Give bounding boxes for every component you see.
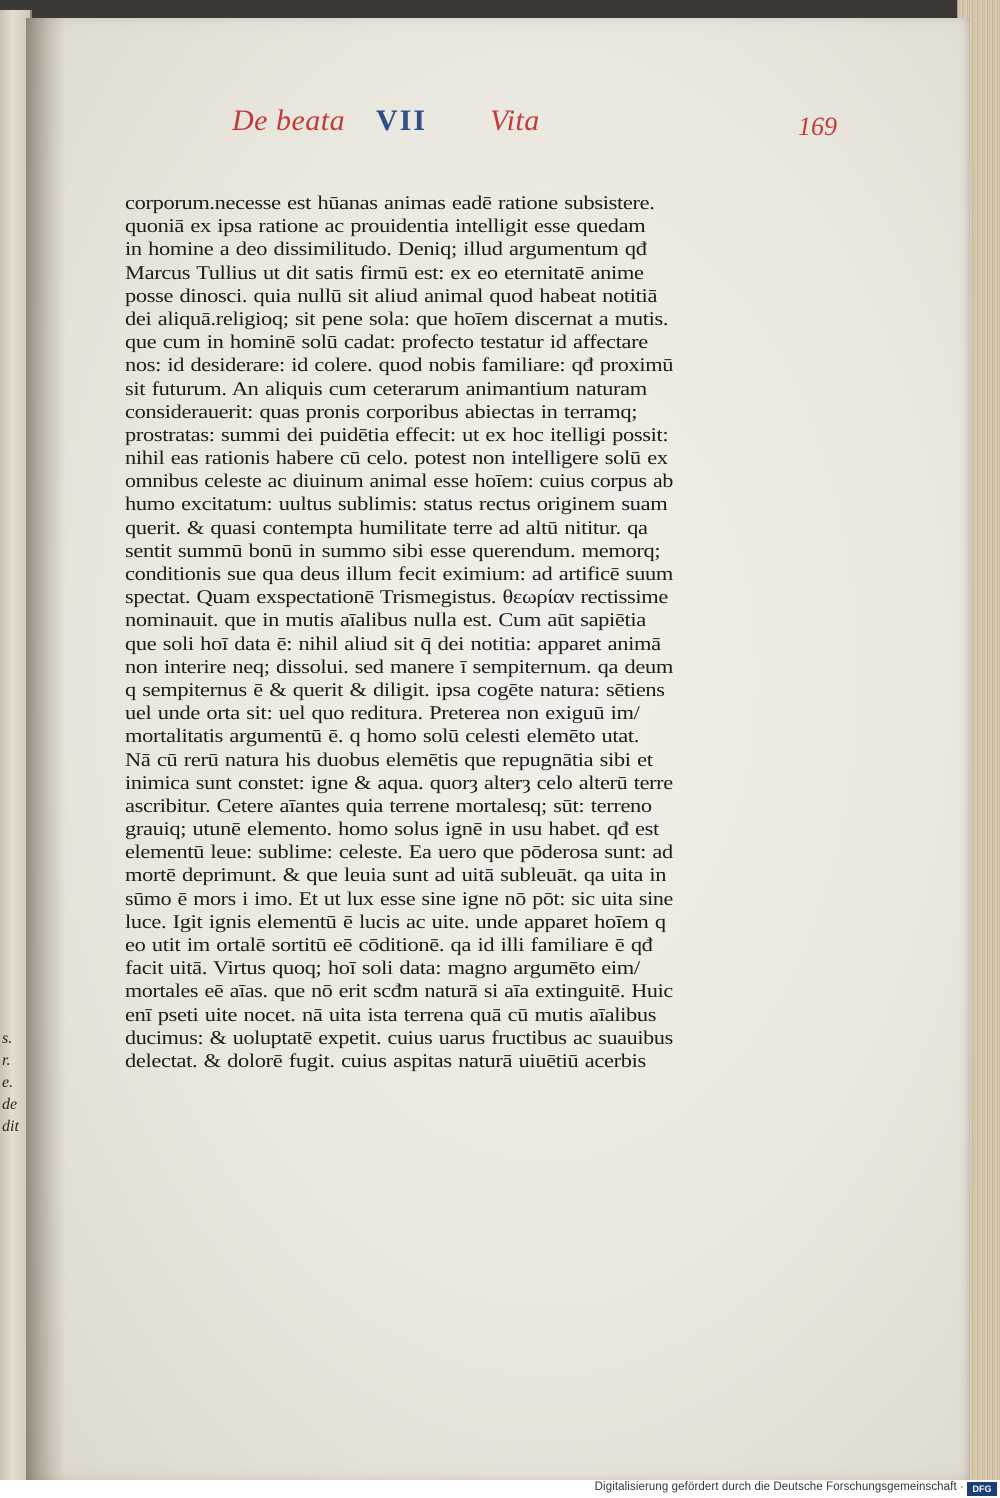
text-line: eo utit im ortalē sortitū eē cōditionē. qa id illi familiare ē qđ <box>125 935 653 956</box>
text-line: facit uitā. Virtus quoq; hoī soli data: magno argumēto eim/ <box>125 958 640 980</box>
text-line: spectat. Quam exspectationē Trismegistus. θεωρίαν rectissime <box>125 587 669 609</box>
funding-credit: Digitalisierung gefördert durch die Deutsche Forschungsgemeinschaft · <box>594 1481 964 1493</box>
text-line: sūmo ē mors i imo. Et ut lux esse sine igne nō pōt: sic uita sine <box>125 888 673 910</box>
text-line: conditionis sue qua deus illum fecit eximium: ad artificē suum <box>125 564 673 585</box>
text-line: ascribitur. Cetere aīantes quia terrene mortalesq; sūt: terreno <box>125 795 652 817</box>
text-line: omnibus celeste ac diuinum animal esse hoīem: cuius corpus ab <box>125 471 673 493</box>
text-line: inimica sunt constet: igne & aqua. quorȝ alterȝ celo alterū terre <box>125 772 673 794</box>
text-line: considerauerit: quas pronis corporibus abiectas in terramq; <box>125 401 638 423</box>
text-line: prostratas: summi dei puidētia effecit: ut ex hoc itelligi possit: <box>125 424 669 446</box>
text-line: que soli hoī data ē: nihil aliud sit q̄ dei notitia: apparet animā <box>125 633 661 655</box>
text-line: dei aliquā.religioq; sit pene sola: que hoīem discernat a mutis. <box>125 308 669 330</box>
text-line: q sempiternus ē & querit & diligit. ipsa cogēte natura: sētiens <box>125 679 665 701</box>
text-line: sit futurum. An aliquis cum ceterarum animantium naturam <box>125 378 647 400</box>
text-line: nihil eas rationis habere cū celo. potest non intelligere solū ex <box>125 448 668 470</box>
text-line: Marcus Tullius ut dit satis firmū est: ex eo eternitatē anime <box>125 262 644 284</box>
text-line: corporum.necesse est hūanas animas eadē ratione subsistere. <box>125 193 655 214</box>
text-line: ducimus: & uoluptatē expetit. cuius uarus fructibus ac suauibus <box>125 1027 673 1049</box>
text-column <box>125 192 677 1073</box>
text-line: posse dinosci. quia nullū sit aliud animal quod habeat notitiā <box>125 285 658 307</box>
text-line: querit. & quasi contempta humilitate terre ad altū nititur. qa <box>125 517 648 539</box>
text-line: grauiq; utunē elemento. homo solus ignē in usu habet. qđ est <box>125 819 659 841</box>
text-line: luce. Igit ignis elementū ē lucis ac uite. unde apparet hoīem q <box>125 911 666 933</box>
text-line: que cum in hominē solū cadat: profecto testatur id affectare <box>125 332 648 354</box>
left-page-fragment: e. <box>2 1074 14 1091</box>
text-line: mortales eē aīas. que nō erit scđm naturā si aīa extinguitē. Huic <box>125 981 673 1003</box>
dfg-logo: DFG <box>967 1482 997 1496</box>
text-line: delectat. & dolorē fugit. cuius aspitas naturā uiuētiū acerbis <box>125 1050 646 1072</box>
text-line: in homine a deo dissimilitudo. Deniq; illud argumentum qđ <box>125 239 647 261</box>
text-line: elementū leue: sublime: celeste. Ea uero que pōderosa sunt: ad <box>125 842 673 864</box>
text-line: enī pseti uite nocet. nā uita ista terrena quā cū mutis aīalibus <box>125 1004 657 1026</box>
text-line: nos: id desiderare: id colere. quod nobis familiare: qđ proximū <box>125 355 674 377</box>
digitization-footer <box>0 1480 1000 1498</box>
text-line: sentit summū bonū in summo sibi esse querendum. memorq; <box>125 540 661 562</box>
running-title-left: De beata <box>232 104 346 137</box>
left-page-fragment: dit <box>2 1118 19 1135</box>
text-line: Nā cū rerū natura his duobus elemētis que repugnātia sibi et <box>125 749 653 771</box>
text-line: uel unde orta sit: uel quo reditura. Preterea non exiguū im/ <box>125 703 640 725</box>
text-line: mortalitatis argumentū ē. q homo solū celesti elemēto utat. <box>125 726 640 748</box>
folio-number: 169 <box>798 112 837 141</box>
text-line: nominauit. que in mutis aīalibus nulla est. Cum aūt sapiētia <box>125 610 646 632</box>
running-title-book-number: VII <box>376 104 428 137</box>
running-title-right: Vita <box>490 104 540 137</box>
left-page-fragment: r. <box>2 1052 11 1069</box>
text-line: non interire neq; dissolui. sed manere ī sempiternum. qa deum <box>125 656 673 678</box>
left-page-fragment: de <box>2 1096 18 1113</box>
text-line: quoniā ex ipsa ratione ac prouidentia intelligit esse quedam <box>125 216 646 238</box>
text-line: humo excitatum: uultus sublimis: status rectus originem suam <box>125 494 668 516</box>
left-page-fragment: s. <box>2 1030 13 1047</box>
text-line: mortē deprimunt. & que leuia sunt ad uitā subleuāt. qa uita in <box>125 865 667 887</box>
